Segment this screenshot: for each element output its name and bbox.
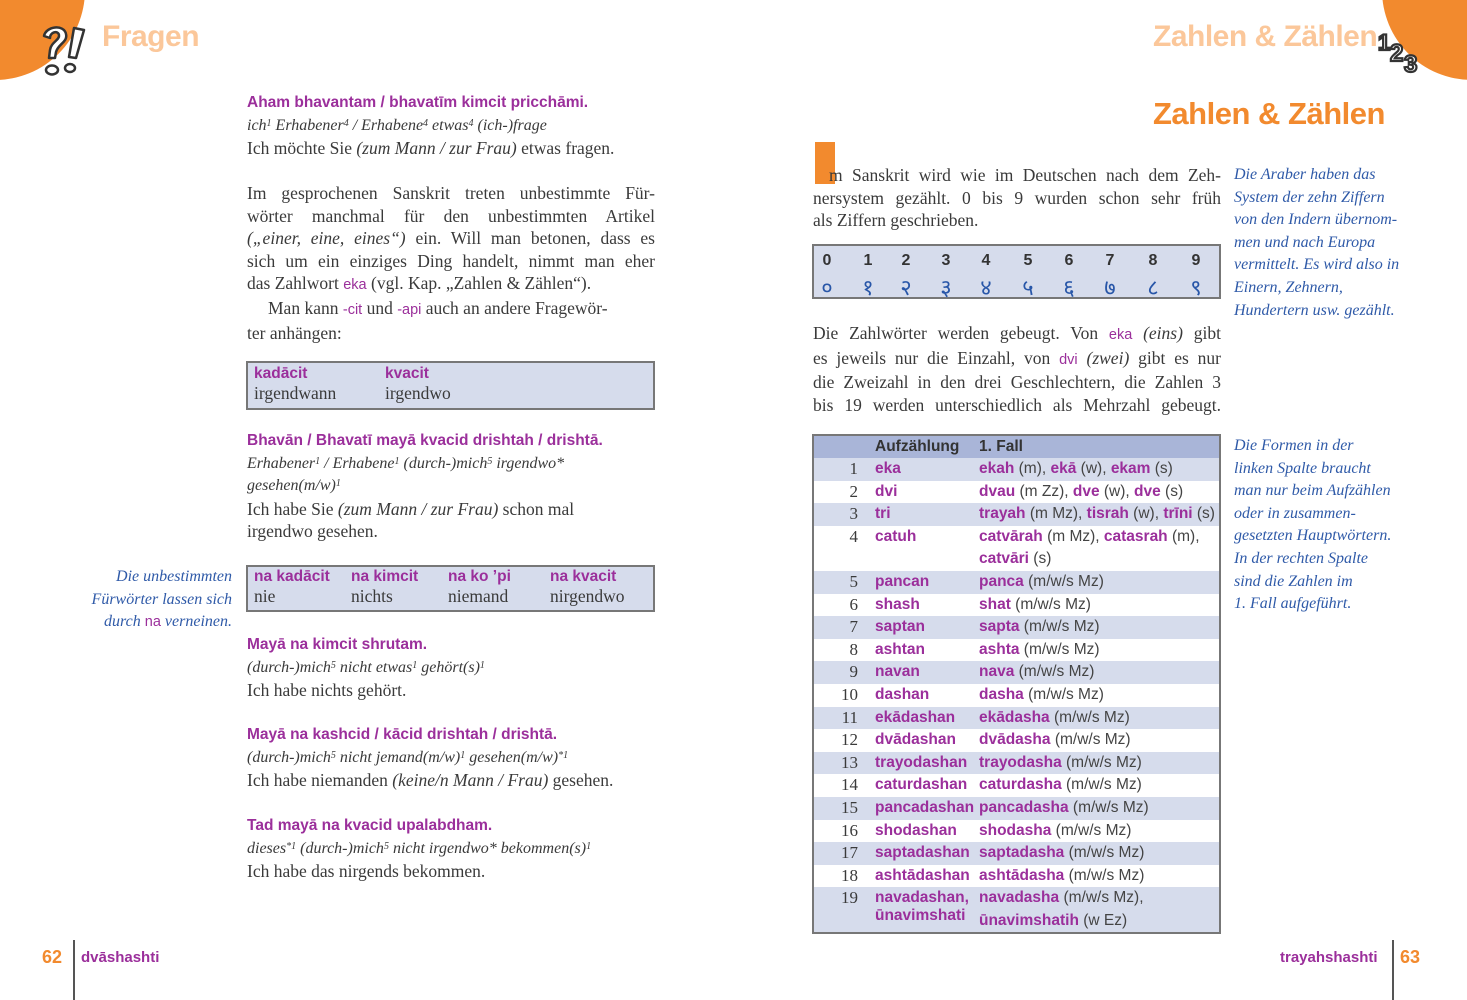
inflection-paragraph: Die Zahlwörter werden gebeugt. Von eka (eins) gibt es jeweils nur die Einzahl, von dvi (zwei) gibt es nur die Zweizahl in den drei Geschlechtern, die Zahlen 3 bis 19 werden unterschiedlich als Mehrzahl gebeugt.: [813, 323, 1221, 415]
margin-note-table-columns: Die Formen in der linken Spalte braucht man nur beim Aufzählen oder in zusammen- gesetzten Hauptwörtern. In der rechten Spalte sind die Zahlen im 1. Fall aufgeführt.: [1234, 437, 1392, 613]
numeral: 5: [849, 571, 858, 591]
numeral: 6: [849, 594, 858, 614]
table-row: [814, 797, 1219, 820]
folio-divider: [1392, 940, 1394, 1000]
table-row: [814, 503, 1219, 526]
svg-text:3: 3: [1404, 51, 1418, 76]
table-row: [814, 458, 1219, 481]
numeral: 13: [841, 752, 858, 772]
table-row: [814, 729, 1219, 752]
enumeration-form: dvi: [875, 482, 898, 500]
svg-text:2: 2: [1390, 40, 1404, 67]
numeral: 9: [849, 662, 858, 682]
enumeration-form: caturdashan: [875, 776, 968, 794]
enumeration-form: pancadashan: [875, 798, 975, 816]
page-number-left: 62: [42, 947, 63, 967]
table-row: [814, 526, 1219, 571]
enumeration-form: saptan: [875, 618, 925, 636]
enumeration-form: tri: [875, 505, 891, 523]
nominative-form: ekādasha (m/w/s Mz): [979, 708, 1130, 726]
sanskrit-sentence: Bhavān / Bhavatī mayā kvacid drishtah / drishtā.: [247, 432, 603, 449]
numeral: 16: [841, 820, 858, 840]
enumeration-form: dvādashan: [875, 731, 956, 749]
nominative-form: navadasha (m/w/s Mz), ūnavimshatih (w Ez): [979, 889, 1144, 929]
numeral: 10: [841, 684, 858, 704]
enumeration-form: dashan: [875, 685, 930, 703]
example-sentence-3: Mayā na kimcit shrutam. (durch-)mich$^5$ nicht etwas$^1$ $gehört(s)^1$ Ich habe nichts gehört.: [247, 636, 485, 701]
numeral: 12: [841, 730, 858, 750]
enumeration-form: trayodashan: [875, 753, 968, 771]
nominative-form: catvārah (m Mz), catasrah (m), catvāri (s): [979, 527, 1200, 568]
nominative-form: ashtādasha (m/w/s Mz): [979, 866, 1145, 884]
folio-divider: [73, 940, 75, 1000]
numeral: 3: [849, 504, 858, 524]
nominative-form: ashta (m/w/s Mz): [979, 640, 1100, 658]
table-row: [814, 616, 1219, 639]
digits-box: 0 1 2 3 4 5 6 7 8 9 ० १ २ ३ ४ ५ ६ ७ ८ ९: [812, 244, 1221, 299]
enumeration-form: shodashan: [875, 821, 957, 839]
table-header: Aufzählung 1. Fall: [814, 436, 1219, 458]
page-number-word-right: trayahshashti: [1280, 949, 1378, 966]
numbers-table: [812, 434, 1221, 934]
table-row: [814, 865, 1219, 888]
nominative-form: dvau (m Zz), dve (w), dve (s): [979, 482, 1184, 500]
table-row: [814, 571, 1219, 594]
enumeration-form: ekādashan: [875, 708, 956, 726]
nominative-form: pancadasha (m/w/s Mz): [979, 798, 1149, 816]
table-row: [814, 661, 1219, 684]
numeral: 14: [841, 775, 858, 795]
nominative-form: panca (m/w/s Mz): [979, 572, 1104, 590]
page-number-word-left: dvāshashti: [81, 949, 160, 966]
nominative-form: saptadasha (m/w/s Mz): [979, 844, 1145, 862]
numbers-123-icon: [1376, 28, 1428, 76]
nominative-form: shat (m/w/s Mz): [979, 595, 1091, 613]
chapter-title: Zahlen & Zählen: [1153, 96, 1385, 131]
table-row: [814, 774, 1219, 797]
table-row: [814, 594, 1219, 617]
nominative-form: sapta (m/w/s Mz): [979, 618, 1100, 636]
intro-paragraph: m Sanskrit wird wie im Deutschen nach dem Zeh- nersystem gezählt. 0 bis 9 wurden schon sehr früh als Ziffern geschrieben.: [813, 165, 1221, 231]
numeral: 15: [841, 797, 858, 817]
numeral: 4: [849, 526, 858, 546]
numeral: 19: [841, 888, 858, 908]
margin-note-negation: Die unbestimmten Fürwörter lassen sich durch na verneinen.: [91, 568, 232, 631]
table-row: [814, 820, 1219, 843]
numeral: 11: [841, 707, 858, 727]
nominative-form: dasha (m/w/s Mz): [979, 685, 1104, 703]
nominative-form: shodasha (m/w/s Mz): [979, 821, 1132, 839]
enumeration-form: ashtan: [875, 640, 925, 658]
enumeration-form: shash: [875, 595, 920, 613]
enumeration-form: navadashan, ūnavimshati: [875, 889, 969, 925]
table-row: [814, 887, 1219, 932]
translation: Ich habe Sie (zum Mann / zur Frau) schon mal: [247, 498, 575, 519]
running-header-title: Zahlen & Zählen: [1153, 20, 1378, 53]
example-sentence-5: Tad mayā na kvacid upalabdham. dieses$^{*1}$ (durch-)mich$^5$ nicht irgendwo* $bekommen(s)^1$ Ich habe das nirgends bekommen.: [247, 817, 592, 882]
numeral: 2: [849, 481, 858, 501]
enumeration-form: saptadashan: [875, 844, 970, 862]
running-header-title: Fragen: [102, 20, 200, 53]
numeral: 18: [841, 865, 858, 885]
nominative-form: trayah (m Mz), tisrah (w), trīni (s): [979, 505, 1215, 523]
numeral: 7: [849, 617, 858, 637]
table-row: [814, 639, 1219, 662]
inline-term: -api: [397, 301, 422, 318]
inline-term: -cit: [342, 301, 363, 318]
question-exclamation-icon: [38, 22, 98, 82]
margin-note-arabic-numerals: Die Araber haben das System der zehn Ziffern von den Indern übernom- men und nach Europa vermittelt. Es wird also in Einern, Zehnern, Hundertern usw. gezählt.: [1234, 166, 1400, 319]
enumeration-form: catuh: [875, 527, 917, 545]
enumeration-form: pancan: [875, 572, 930, 590]
example-sentence-4: Mayā na kashcid / kācid drishtah / drishtā. (durch-)mich$^5$ nicht $jemand(m/w)^1$ $gesehen(m/w)^{*1}$ Ich habe niemanden (keine/n Mann / Frau) gesehen.: [247, 726, 614, 791]
translation: Ich möchte Sie (zum Mann / zur Frau) etwas fragen.: [247, 138, 615, 159]
sanskrit-sentence: Aham bhavantam / bhavatīm kimcit pricchāmi.: [247, 94, 589, 111]
table-row: [814, 707, 1219, 730]
page-number-right: 63: [1400, 947, 1421, 967]
table-row: [814, 684, 1219, 707]
word-gloss: ich$^1$ Erhabener$^4$ / Erhabene$^4$ etwas$^4$ (ich-)frage: [247, 116, 547, 134]
example-sentence-2: Bhavān / Bhavatī mayā kvacid drishtah / drishtā. Erhabener$^1$ / Erhabene$^1$ (durch-)mich$^5$ irgendwo* $gesehen(m/w)^1$ Ich habe Sie (zum Mann / zur Frau) schon mal irgendwo gesehen.: [247, 430, 657, 543]
nominative-form: trayodasha (m/w/s Mz): [979, 753, 1142, 771]
numeral: 17: [841, 843, 858, 863]
nominative-form: dvādasha (m/w/s Mz): [979, 731, 1131, 749]
table-row: [814, 481, 1219, 504]
enumeration-form: ashtādashan: [875, 866, 970, 884]
numeral: 1: [849, 459, 858, 478]
svg-text:1: 1: [1378, 30, 1391, 55]
indefinite-pronouns-box: kadācit irgendwann kvacit irgendwo: [246, 361, 655, 410]
nominative-form: nava (m/w/s Mz): [979, 663, 1095, 681]
body-paragraph: Im gesprochenen Sanskrit treten unbestimmte Für- wörter manchmal für den unbestimmten Artikel („einer, eine, eines“) ein. Will man betonen, dass es sich um ein einziges Ding handelt, nimmt man eher das Zahlwort eka (vgl. Kap. „Zahlen & Zählen“). Man kann -cit und -api auch an andere Fragewör- ter anhängen:: [247, 183, 655, 343]
table-row: [814, 842, 1219, 865]
nominative-form: ekah (m), ekā (w), ekam (s): [979, 460, 1173, 477]
example-sentence-1: [247, 92, 657, 160]
numeral: 8: [849, 639, 858, 659]
word-gloss: Erhabener$^1$ / Erhabene$^1$ (durch-)mich$^5$ irgendwo*: [247, 454, 565, 472]
enumeration-form: eka: [875, 460, 901, 477]
table-row: [814, 752, 1219, 775]
enumeration-form: navan: [875, 663, 920, 681]
nominative-form: caturdasha (m/w/s Mz): [979, 776, 1142, 794]
negated-pronouns-box: na kadācit nie na kimcit nichts na ko ’pi niemand na kvacit nirgendwo: [246, 565, 655, 612]
inline-term: eka: [343, 277, 367, 294]
